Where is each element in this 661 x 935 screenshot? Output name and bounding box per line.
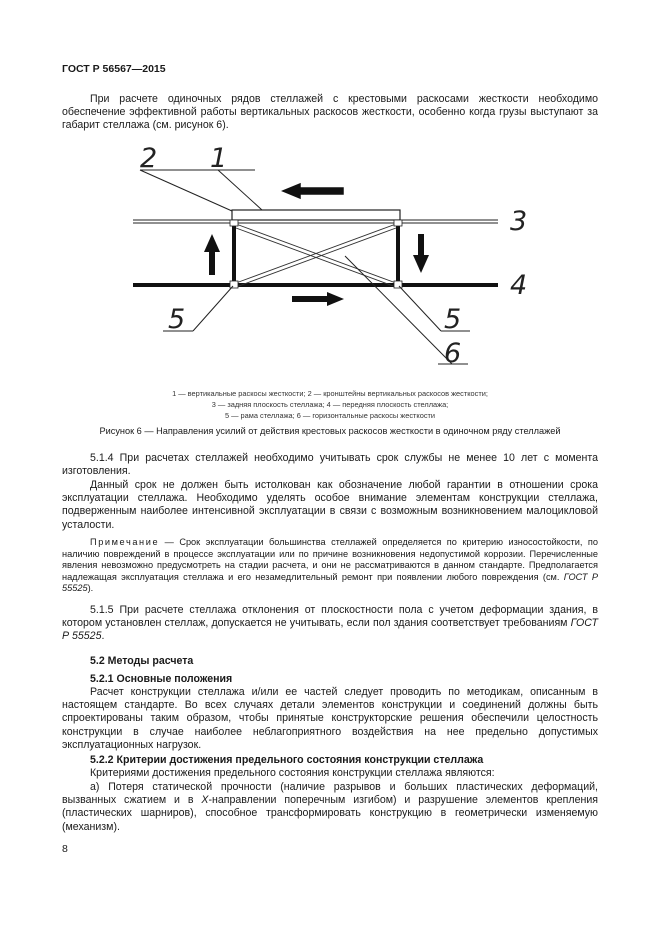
paragraph-5-1-5	[62, 604, 598, 644]
legend-line: 5 — рама стеллажа; 6 — горизонтальные раскосы жесткости	[224, 411, 436, 420]
figure-label-4: 4	[510, 270, 528, 301]
paragraph-5-2-2-a	[62, 781, 598, 834]
p522a-text2: -направлении поперечным изгибом) и разрушение элементов крепления (пластических шарниров), способное трансформировать конструкцию в геометрически изменяемую (механизм).	[62, 794, 598, 833]
paragraph-5-2-1: Расчет конструкции стеллажа и/или ее частей следует проводить по методикам, описанным в настоящем стандарте. Во всех случаях детали элементов конструкции и соединений должны быть спроектированы таким образом, чтобы принятые конструкторские решения обеспечили целостность конструкции в случае наиболее неблагоприятного воздействия на нее предельно допустимых эксплуатационных нагрузок.	[62, 686, 598, 751]
p515-text: 5.1.5 При расчете стеллажа отклонения от плоскостности пола с учетом деформации здания, в котором установлен стеллаж, допускается не учитывать, если пол здания соответствует требованиям	[62, 604, 598, 630]
figure-legend	[62, 388, 598, 421]
figure-6-diagram	[0, 138, 661, 388]
figure-label-2: 2	[140, 143, 158, 174]
page-number: 8	[62, 843, 68, 855]
intro-paragraph: При расчете одиночных рядов стеллажей с крестовыми раскосами жесткости необходимо обеспечение эффективной работы вертикальных раскосов жесткости, особенно когда грузы выступают за габарит стеллажа (см. рисунок 6).	[62, 93, 598, 132]
section-5-2-2-heading: 5.2.2 Критерии достижения предельного состояния конструкции стеллажа	[90, 754, 484, 766]
figure-label-1: 1	[210, 143, 228, 174]
note-end: ).	[87, 583, 94, 594]
p522a-x: X	[201, 794, 209, 807]
p515-end: .	[101, 630, 105, 643]
figure-label-5-right: 5	[444, 304, 462, 335]
paragraph-5-1-4-continued: Данный срок не должен быть истолкован как обозначение любой гарантии в отношении срока эксплуатации стеллажа. Необходимо уделять особое внимание элементам конструкции стеллажа, подверженным наиболее интенсивной эксплуатации в связи с возможным возникновением малоцикловой усталости.	[62, 479, 598, 531]
figure-caption: Рисунок 6 — Направления усилий от действия крестовых раскосов жесткости в одиночном ряду стеллажей	[99, 426, 561, 436]
legend-line: 1 — вертикальные раскосы жесткости; 2 — кронштейны вертикальных раскосов жесткости;	[172, 389, 488, 398]
section-5-2-heading: 5.2 Методы расчета	[90, 655, 194, 667]
section-5-2-1-heading: 5.2.1 Основные положения	[90, 673, 233, 685]
note-reference: ГОСТ Р 55525	[62, 571, 599, 594]
figure-label-6: 6	[444, 338, 462, 369]
figure-label-3: 3	[510, 206, 528, 237]
p515-reference: ГОСТ Р 55525	[62, 617, 598, 643]
p522a-text1: а) Потеря статической прочности (наличие разрывов и больших пластических деформаций, вызванных сжатием и в	[62, 781, 598, 807]
note-label: Примечание	[90, 537, 160, 547]
paragraph-5-1-4: 5.1.4 При расчетах стеллажей необходимо учитывать срок службы не менее 10 лет с момента изготовления.	[62, 452, 598, 478]
paragraph-5-2-2: Критериями достижения предельного состояния конструкции стеллажа являются:	[90, 767, 495, 779]
legend-line: 3 — задняя плоскость стеллажа; 4 — передняя плоскость стеллажа;	[211, 400, 449, 409]
note-text: — Срок эксплуатации большинства стеллажей определяется по критерию износостойкости, по наличию повреждений в процессе эксплуатации или по причине возникновения недопустимой коррозии. Перечисленные явления невозможно предусмотреть на стадии расчета, и они не рассматриваются в данном стандарте. Предполагается надлежащая эксплуатация стеллажа и его незамедлительный ремонт при появлении любого повреждения (см.	[62, 537, 598, 582]
note	[62, 537, 598, 595]
document-header: ГОСТ Р 56567—2015	[62, 63, 166, 75]
figure-label-5-left: 5	[168, 304, 186, 335]
